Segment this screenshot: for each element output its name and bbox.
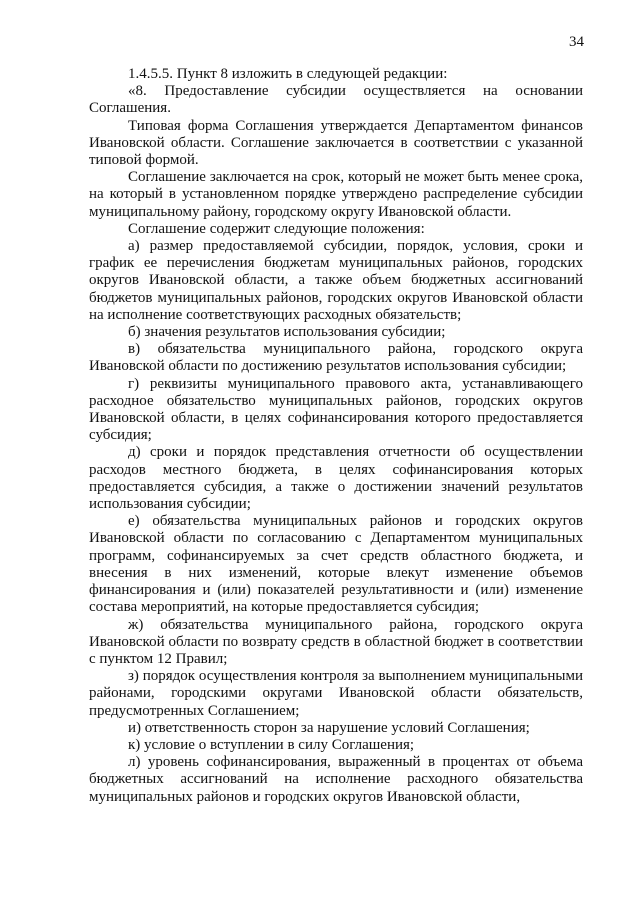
document-body — [89, 66, 583, 806]
paragraph-amendment-heading: 1.4.5.5. Пункт 8 изложить в следующей редакции: — [128, 66, 448, 82]
list-item-b: б) значения результатов использования субсидии; — [128, 324, 446, 341]
paragraph-agreement-contents: Соглашение содержит следующие положения: — [128, 220, 425, 237]
paragraph-standard-form: Типовая форма Соглашения утверждается Департаментом финансов Ивановской области. Соглашение заключается в соответствии с указанной типовой формой. — [89, 117, 583, 169]
list-item-a: а) размер предоставляемой субсидии, порядок, условия, сроки и график ее перечисления бюджетам муниципальных районов, городских округов Ивановской области, а также объем бюджетных ассигнований бюджетов муниципальных районов, городских округов Ивановской области на исполнение соответствующих расходных обязательств; — [89, 238, 583, 323]
list-item-d: д) сроки и порядок представления отчетности об осуществлении расходов местного бюджета, в целях софинансирования которых предоставляется субсидия, а также о достижении значений результатов использования субсидии; — [89, 444, 583, 513]
list-item-k: к) условие о вступлении в силу Соглашения; — [128, 736, 415, 753]
list-item-v: в) обязательства муниципального района, городского округа Ивановской области по достижению результатов использования субсидии; — [89, 341, 583, 375]
list-item-e: е) обязательства муниципальных районов и городских округов Ивановской области по согласованию с Департаментом муниципальных программ, софинансируемых за счет средств областного бюджета, и внесения в них изменений, которые влекут изменение объемов финансирования и (или) показателей результативности и (или) изменение состава мероприятий, на которые предоставляется субсидия; — [89, 513, 583, 616]
paragraph-item-8: «8. Предоставление субсидии осуществляется на основании Соглашения. — [89, 83, 583, 117]
list-item-l: л) уровень софинансирования, выраженный в процентах от объема бюджетных ассигнований на исполнение расходного обязательства муниципальных районов и городских округов Ивановской области, — [89, 754, 583, 805]
paragraph-agreement-term: Соглашение заключается на срок, который не может быть менее срока, на который в установленном порядке утверждено распределение субсидии муниципальному району, городскому округу Ивановской области. — [89, 169, 583, 220]
list-item-g: г) реквизиты муниципального правового акта, устанавливающего расходное обязательство муниципальных районов, городских округов Ивановской области, в целях софинансирования которого предоставляется субсидия; — [89, 375, 583, 444]
list-item-i: и) ответственность сторон за нарушение условий Соглашения; — [128, 719, 530, 736]
list-item-zh: ж) обязательства муниципального района, городского округа Ивановской области по возврату средств в областной бюджет в соответствии с пунктом 12 Правил; — [89, 616, 583, 667]
list-item-z: з) порядок осуществления контроля за выполнением муниципальными районами, городскими округами Ивановской области обязательств, предусмотренных Соглашением; — [89, 668, 583, 719]
page-number: 34 — [569, 34, 584, 50]
